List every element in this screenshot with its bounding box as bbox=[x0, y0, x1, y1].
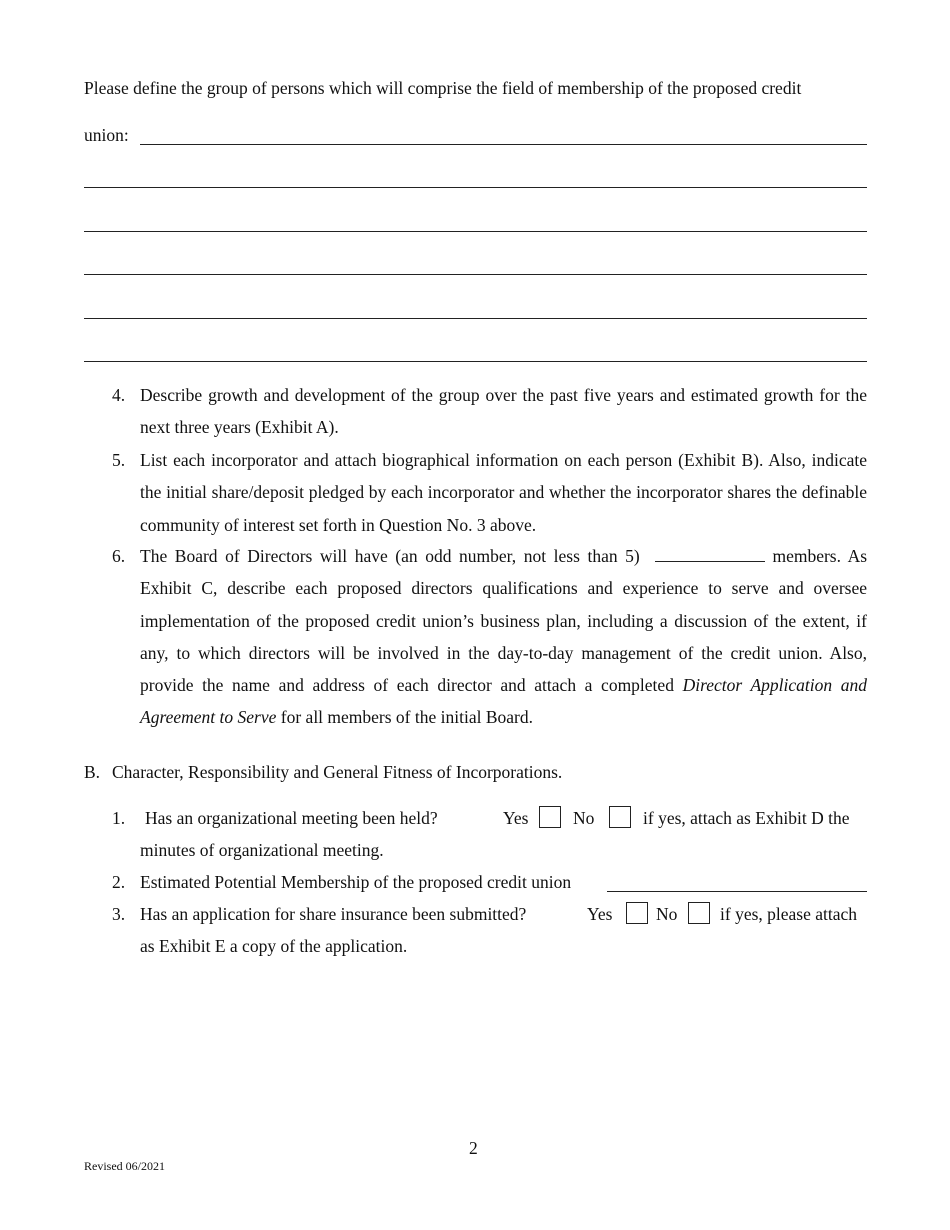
b-item-3-number: 3. bbox=[112, 904, 126, 924]
potential-membership-blank[interactable] bbox=[607, 891, 867, 892]
item-4-text: Describe growth and development of the group over the past five years and estimated growth for the next three years (Exhibit A). bbox=[140, 385, 867, 438]
b-item-1-yes-label: Yes bbox=[503, 808, 529, 828]
b-item-1-continuation: minutes of organizational meeting. bbox=[140, 840, 384, 860]
item-6-text-before: The Board of Directors will have (an odd number, not less than 5) bbox=[140, 546, 640, 566]
section-b-heading: Character, Responsibility and General Fitness of Incorporations. bbox=[112, 762, 563, 782]
b-item-3-no-label: No bbox=[656, 904, 678, 924]
b-item-3-yes-checkbox[interactable] bbox=[626, 902, 648, 924]
b-item-3-question: Has an application for share insurance been submitted? bbox=[140, 904, 527, 924]
b-item-3-no-checkbox[interactable] bbox=[688, 902, 710, 924]
item-6-text-end: for all members of the initial Board. bbox=[280, 707, 533, 728]
b-item-1-no-checkbox[interactable] bbox=[609, 806, 631, 828]
b-item-2-question: Estimated Potential Membership of the proposed credit union bbox=[140, 872, 572, 892]
b-item-2-number: 2. bbox=[112, 872, 126, 892]
b-item-1-no-label: No bbox=[573, 808, 595, 828]
item-4-number: 4. bbox=[112, 385, 126, 405]
membership-answer-line-3[interactable] bbox=[84, 231, 867, 232]
item-6-text-after: members. As Exhibit C, describe each proposed directors qualifications and experience to serve and oversee implementation of the proposed credit union’s business plan, including a discussion of the extent, if any, to which directors will be involved in the day-to-day management of the credit union. Also, provide the name and address of each director and attach a completed bbox=[140, 546, 868, 696]
b-item-3-continuation: as Exhibit E a copy of the application. bbox=[140, 936, 408, 956]
membership-answer-line-6[interactable] bbox=[84, 361, 867, 362]
b-item-3-after: if yes, please attach bbox=[720, 904, 858, 924]
revised-date: Revised 06/2021 bbox=[84, 1159, 165, 1173]
membership-answer-line-1[interactable] bbox=[140, 144, 867, 145]
b-item-1-after: if yes, attach as Exhibit D the bbox=[643, 808, 850, 828]
board-size-blank[interactable] bbox=[655, 547, 765, 562]
item-6-number: 6. bbox=[112, 546, 126, 566]
b-item-1-yes-checkbox[interactable] bbox=[539, 806, 561, 828]
membership-answer-line-4[interactable] bbox=[84, 274, 867, 275]
section-b-letter: B. bbox=[84, 762, 101, 782]
membership-answer-line-5[interactable] bbox=[84, 318, 867, 319]
union-label: union: bbox=[84, 125, 129, 145]
item-6-text bbox=[140, 540, 867, 734]
item-5-text: List each incorporator and attach biographical information on each person (Exhibit B). Also, indicate the initial share/deposit pledged by each incorporator and whether the incorporator shares the definable community of interest set forth in Question No. 3 above. bbox=[140, 450, 867, 535]
b-item-3-yes-label: Yes bbox=[587, 904, 613, 924]
intro-line-1: Please define the group of persons which will comprise the field of membership of the proposed credit bbox=[84, 78, 802, 98]
item-5-number: 5. bbox=[112, 450, 126, 470]
director-application-title: Director Application and Agreement to Serve bbox=[140, 675, 868, 728]
membership-answer-line-2[interactable] bbox=[84, 187, 867, 188]
page-number: 2 bbox=[469, 1138, 478, 1158]
b-item-1-question: Has an organizational meeting been held? bbox=[145, 808, 438, 828]
b-item-1-number: 1. bbox=[112, 808, 126, 828]
